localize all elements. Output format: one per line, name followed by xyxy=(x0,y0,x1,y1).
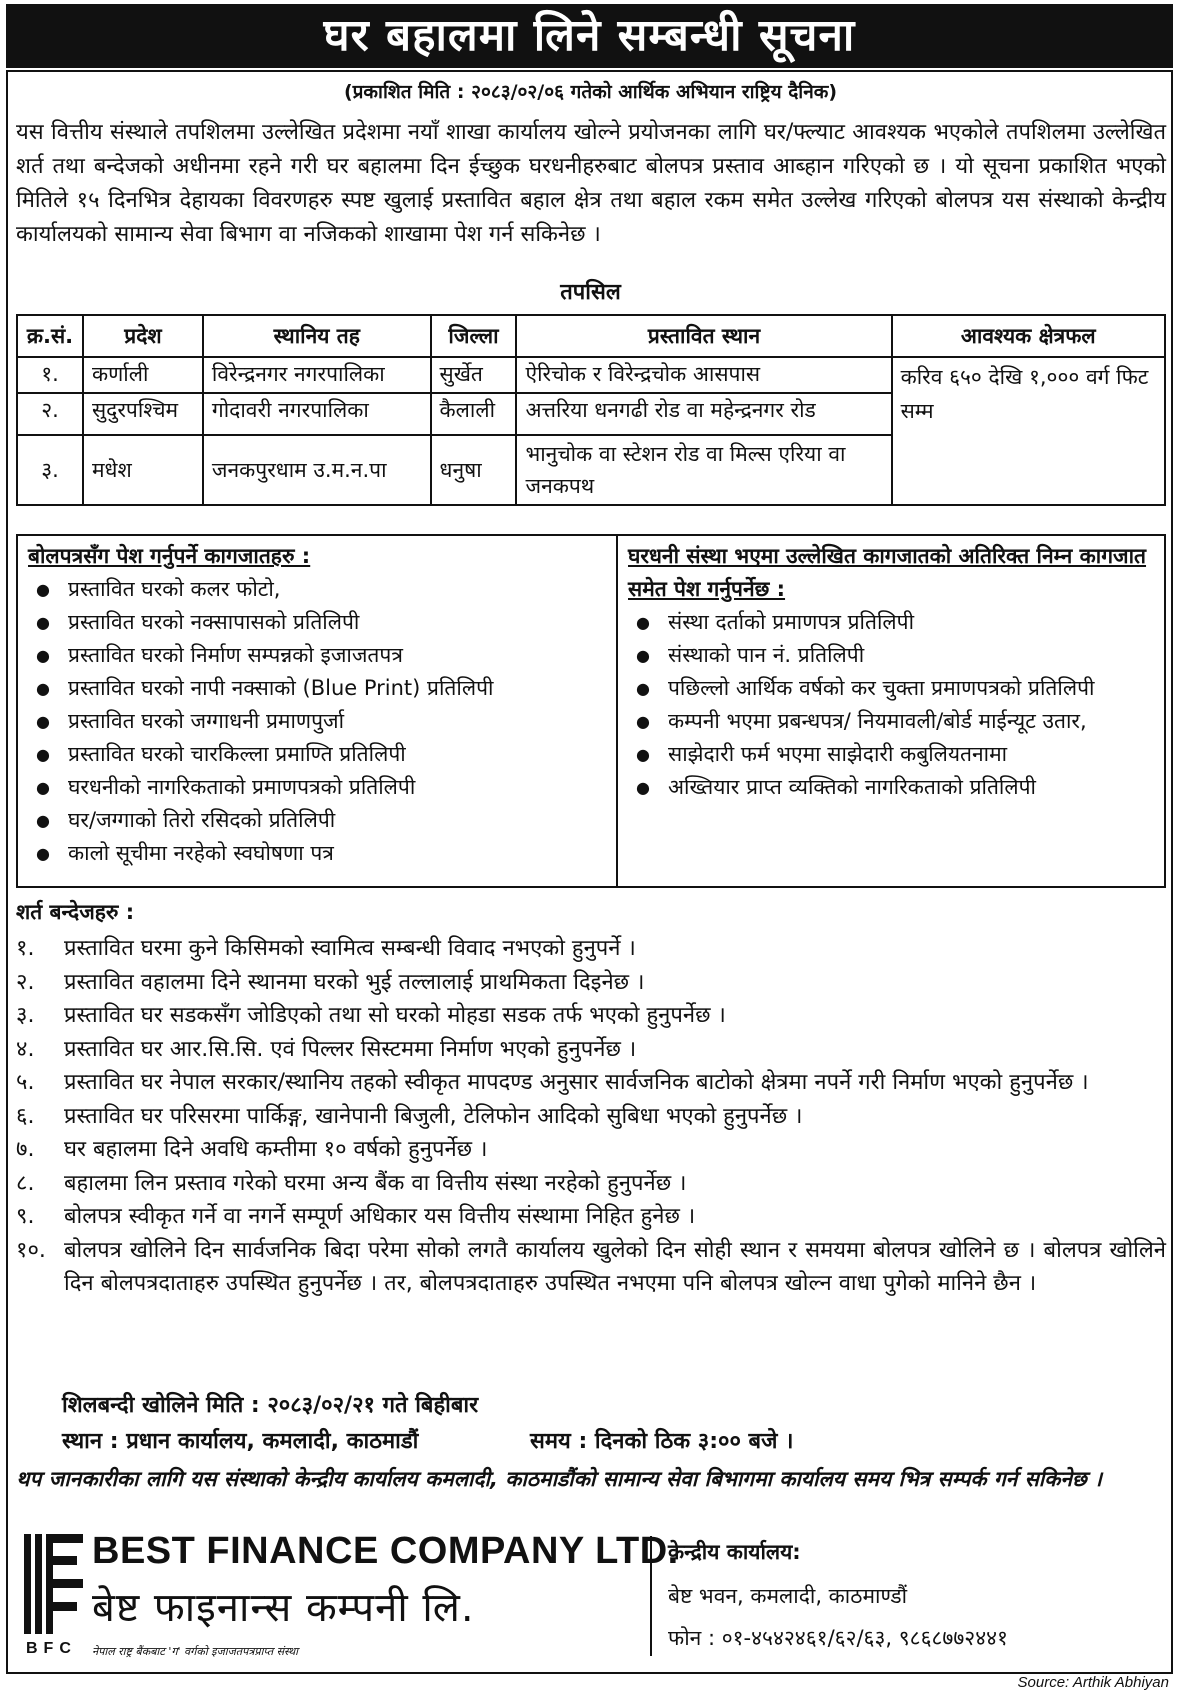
list-item: ● घर/जग्गाको तिरो रसिदको प्रतिलिपी xyxy=(68,804,606,837)
documents-right-heading: घरधनी संस्था भएमा उल्लेखित कागजातको अतिरिक्त निम्न कागजात समेत पेश गर्नुपर्नेछ : xyxy=(628,544,1147,601)
cell-district: सुर्खेत xyxy=(431,357,517,393)
term-item xyxy=(16,932,1166,966)
cell-location: अत्तरिया धनगढी रोड वा महेन्द्रनगर रोड xyxy=(516,393,891,435)
cell-local: जनकपुरधाम उ.म.न.पा xyxy=(203,435,431,505)
term-text: बोलपत्र खोलिने दिन सार्वजनिक बिदा परेमा सोको लगतै कार्यालय खुलेको दिन सोही स्थान र समयमा बोलपत्र खोलिने छ । बोलपत्र खोलिने दिन बोलपत्रदाताहरु उपस्थित हुनुपर्नेछ । तर, बोलपत्रदाताहरु उपस्थित नभएमा पनि बोलपत्र खोल्न वाधा पुगेको मानिने छैन । xyxy=(64,1237,1166,1296)
term-item xyxy=(16,1234,1166,1301)
term-number: ४. xyxy=(16,1036,35,1062)
list-item: ● प्रस्तावित घरको कलर फोटो, xyxy=(68,573,606,606)
list-item: ● प्रस्तावित घरको जग्गाधनी प्रमाणपुर्जा xyxy=(68,705,606,738)
term-text: प्रस्तावित वहालमा दिने स्थानमा घरको भुई तल्लालाई प्राथमिकता दिइनेछ । xyxy=(64,969,645,995)
cell-location: ऐरिचोक र विरेन्द्रचोक आसपास xyxy=(516,357,891,393)
list-item: ● घरधनीको नागरिकताको प्रमाणपत्रको प्रतिलिपी xyxy=(68,771,606,804)
opening-date: शिलबन्दी खोलिने मिति : २०८३/०२/२१ गते बिहीबार xyxy=(62,1393,479,1418)
documents-right-column xyxy=(618,536,1164,886)
company-abbr: BFC xyxy=(26,1640,77,1657)
col-header-sn: क्र.सं. xyxy=(17,315,83,357)
office-heading: केन्द्रीय कार्यालय: xyxy=(668,1540,801,1564)
term-number: २. xyxy=(16,969,35,995)
term-number: ८. xyxy=(16,1170,35,1196)
publication-line: (प्रकाशित मिति : २०८३/०२/०६ गतेको आर्थिक अभियान राष्ट्रिय दैनिक) xyxy=(343,81,838,103)
terms-list xyxy=(16,932,1166,1301)
cell-province: सुदुरपश्चिम xyxy=(83,393,203,435)
cell-sn: ३. xyxy=(17,435,83,505)
term-number: ९. xyxy=(16,1204,35,1229)
bfc-logo-icon xyxy=(24,1534,84,1634)
term-number: ६. xyxy=(16,1103,35,1129)
col-header-province: प्रदेश xyxy=(83,315,203,357)
list-item: ● साझेदारी फर्म भएमा साझेदारी कबुलियतनामा xyxy=(668,738,1154,771)
documents-left-heading: बोलपत्रसँग पेश गर्नुपर्ने कागजातहरु : xyxy=(28,544,311,568)
cell-district: धनुषा xyxy=(431,435,517,505)
term-number: १. xyxy=(16,936,35,961)
company-name-en: BEST FINANCE COMPANY LTD. xyxy=(92,1530,679,1572)
list-item: ● प्रस्तावित घरको नापी नक्साको (Blue Print) प्रतिलिपी xyxy=(68,672,606,705)
col-header-location: प्रस्तावित स्थान xyxy=(516,315,891,357)
col-header-area: आवश्यक क्षेत्रफल xyxy=(892,315,1165,357)
company-name-np: बेष्ट फाइनान्स कम्पनी लि. xyxy=(92,1585,475,1631)
table-header-row xyxy=(17,315,1165,357)
term-item xyxy=(16,1167,1166,1201)
cell-province: कर्णाली xyxy=(83,357,203,393)
cell-local: विरेन्द्रनगर नगरपालिका xyxy=(203,357,431,393)
list-item: ● कम्पनी भएमा प्रबन्धपत्र/ नियमावली/बोर्ड माईन्यूट उतार, xyxy=(668,705,1154,738)
licence-note: नेपाल राष्ट्र बैंकबाट 'ग' वर्गको इजाजतपत्रप्राप्त संस्था xyxy=(92,1645,298,1658)
term-text: बोलपत्र स्वीकृत गर्ने वा नगर्ने सम्पूर्ण अधिकार यस वित्तीय संस्थामा निहित हुनेछ । xyxy=(64,1204,696,1229)
terms-heading: शर्त बन्देजहरु : xyxy=(16,900,135,924)
opening-place: स्थान : प्रधान कार्यालय, कमलादी, काठमाडौं xyxy=(62,1429,419,1454)
documents-box xyxy=(16,534,1166,888)
list-item: ● अख्तियार प्राप्त व्यक्तिको नागरिकताको प्रतिलिपी xyxy=(668,771,1154,804)
cell-sn: २. xyxy=(17,393,83,435)
list-item: ● प्रस्तावित घरको निर्माण सम्पन्नको इजाजतपत्र xyxy=(68,639,606,672)
intro-paragraph: यस वित्तीय संस्थाले तपशिलमा उल्लेखित प्रदेशमा नयाँ शाखा कार्यालय खोल्ने प्रयोजनका लागि घर/फ्ल्याट आवश्यक भएकोले तपशिलमा उल्लेखित शर्त तथा बन्देजको अधीनमा रहने गरी घर बहालमा दिन ईच्छुक घरधनीहरुबाट बोलपत्र प्रस्ताव आब्हान गरिएको छ । यो सूचना प्रकाशित भएको मितिले १५ दिनभित्र देहायका विवरणहरु स्पष्ट खुलाई प्रस्तावित बहाल क्षेत्र तथा बहाल रकम समेत उल्लेख गरिएको बोलपत्र यस संस्थाको केन्द्रीय कार्यालयको सामान्य सेवा बिभाग वा नजिकको शाखामा पेश गर्न सकिनेछ । xyxy=(16,120,1166,247)
office-address: बेष्ट भवन, कमलादी, काठमाण्डौं xyxy=(668,1584,908,1608)
list-item: ● प्रस्तावित घरको नक्सापासको प्रतिलिपी xyxy=(68,606,606,639)
documents-left-column xyxy=(18,536,618,886)
term-text: घर बहालमा दिने अवधि कम्तीमा १० वर्षको हुनुपर्नेछ । xyxy=(64,1137,488,1162)
term-item xyxy=(16,1066,1166,1100)
location-table xyxy=(16,314,1166,506)
term-number: ७. xyxy=(16,1137,35,1162)
list-item: ● कालो सूचीमा नरहेको स्वघोषणा पत्र xyxy=(68,837,606,870)
term-item xyxy=(16,1133,1166,1167)
opening-time: समय : दिनको ठिक ३:०० बजे । xyxy=(530,1429,794,1454)
col-header-district: जिल्ला xyxy=(431,315,517,357)
table-row xyxy=(17,357,1165,393)
contact-note: थप जानकारीका लागि यस संस्थाको केन्द्रीय कार्यालय कमलादी, काठमाडौंको सामान्य सेवा बिभागमा कार्यालय समय भित्र सम्पर्क गर्न सकिनेछ । xyxy=(16,1467,1103,1491)
documents-right-list xyxy=(628,606,1154,804)
term-text: प्रस्तावित घर परिसरमा पार्किङ्ग, खानेपानी बिजुली, टेलिफोन आदिको सुबिधा भएको हुनुपर्नेछ । xyxy=(64,1103,803,1129)
cell-location: भानुचोक वा स्टेशन रोड वा मिल्स एरिया वा जनकपथ xyxy=(516,435,891,505)
col-header-local: स्थानिय तह xyxy=(203,315,431,357)
documents-left-list xyxy=(28,573,606,870)
cell-sn: १. xyxy=(17,357,83,393)
term-text: प्रस्तावित घर आर.सि.सि. एवं पिल्लर सिस्टममा निर्माण भएको हुनुपर्नेछ । xyxy=(64,1036,637,1062)
source-credit: Source: Arthik Abhiyan xyxy=(1017,1674,1169,1691)
cell-province: मधेश xyxy=(83,435,203,505)
term-text: प्रस्तावित घरमा कुने किसिमको स्वामित्व सम्बन्धी विवाद नभएको हुनुपर्ने । xyxy=(64,936,636,961)
term-number: ३. xyxy=(16,1003,35,1028)
cell-area: करिव ६५० देखि १,००० वर्ग फिट सम्म xyxy=(892,357,1165,505)
term-text: प्रस्तावित घर नेपाल सरकार/स्थानिय तहको स्वीकृत मापदण्ड अनुसार सार्वजनिक बाटोको क्षेत्रमा नपर्ने गरी निर्माण भएको हुनुपर्नेछ । xyxy=(64,1070,1089,1095)
term-item xyxy=(16,966,1166,1000)
cell-local: गोदावरी नगरपालिका xyxy=(203,393,431,435)
term-item xyxy=(16,1100,1166,1134)
list-item: ● प्रस्तावित घरको चारकिल्ला प्रमाण्ति प्रतिलिपी xyxy=(68,738,606,771)
term-text: प्रस्तावित घर सडकसँग जोडिएको तथा सो घरको मोहडा सडक तर्फ भएको हुनुपर्नेछ । xyxy=(64,1003,726,1028)
office-phone: फोन : ०१-४५४२४६१/६२/६३, ९८६८७७२४४१ xyxy=(668,1626,1008,1650)
list-item: ● संस्थाको पान नं. प्रतिलिपी xyxy=(668,639,1154,672)
term-item xyxy=(16,999,1166,1033)
term-number: ५. xyxy=(16,1070,35,1095)
notice-title: घर बहालमा लिने सम्बन्धी सूचना xyxy=(6,4,1173,68)
schedule-title: तपसिल xyxy=(560,280,621,305)
term-item xyxy=(16,1200,1166,1234)
list-item: ● संस्था दर्ताको प्रमाणपत्र प्रतिलिपी xyxy=(668,606,1154,639)
footer-divider xyxy=(650,1536,652,1656)
cell-district: कैलाली xyxy=(431,393,517,435)
list-item: ● पछिल्लो आर्थिक वर्षको कर चुक्ता प्रमाणपत्रको प्रतिलिपी xyxy=(668,672,1154,705)
term-item xyxy=(16,1033,1166,1067)
term-text: बहालमा लिन प्रस्ताव गरेको घरमा अन्य बैंक वा वित्तीय संस्था नरहेको हुनुपर्नेछ । xyxy=(64,1170,687,1196)
term-number: १०. xyxy=(16,1237,46,1263)
